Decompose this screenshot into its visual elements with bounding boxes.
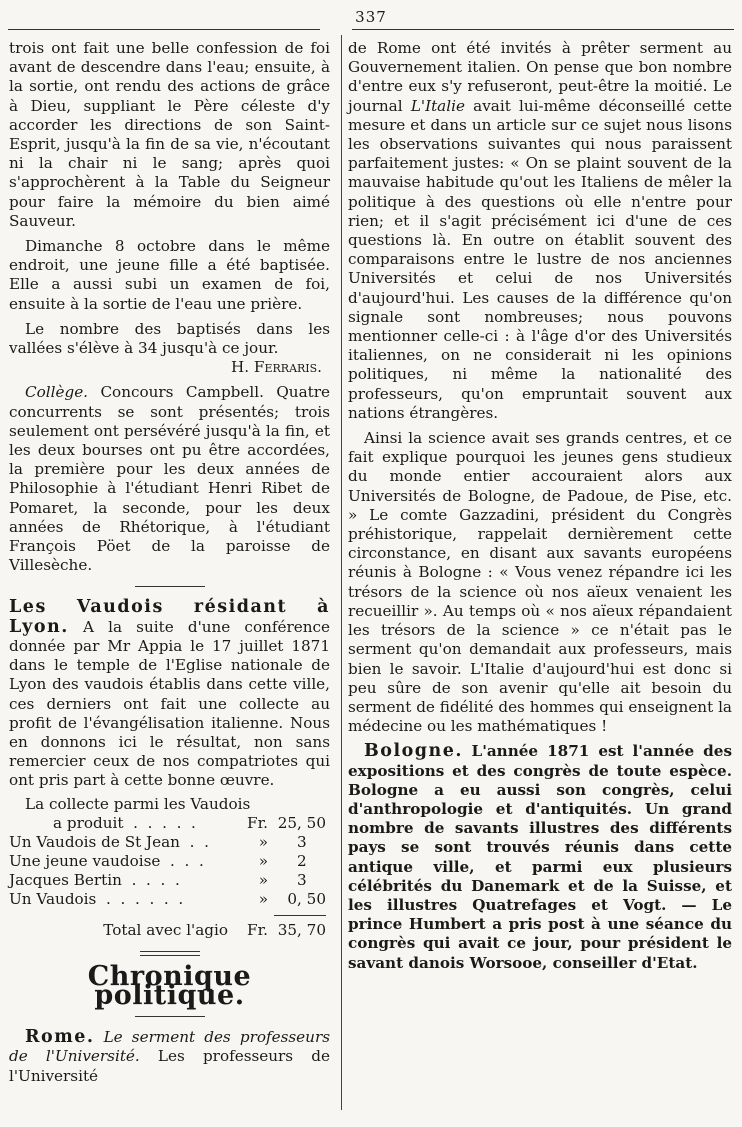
- table-row: Un Vaudois de St Jean . . » 3: [9, 832, 326, 851]
- journal-name: L'Italie: [410, 96, 465, 115]
- rome-heading: Rome.: [25, 1027, 95, 1048]
- rome-paragraph: [9, 1028, 330, 1086]
- baptism-paragraph: trois ont fait une belle confession de foi avant de descendre dans l'eau; ensuite, à la sortie, ont rendu des actions de grâce à Dieu, suppliant le Père céleste d'y accorder les directions de son Saint-Esprit, jusqu'à la fin de sa vie, n'écoutant ni la chair ni le sang; après quoi s'approchèrent à la Table du Seigneur pour faire la mémoire du bien aimé Sauveur.: [9, 39, 330, 230]
- college-paragraph: [9, 383, 330, 575]
- section-separator: [135, 586, 205, 587]
- rome-continued-paragraph: de Rome ont été invités à prêter serment au Gouvernement italien. On pense que bon nombre d'entre eux s'y refuseront, peut-être la moitié. Le journal L'Italie avait lui-même déconseillé cette mesure et dans un article sur ce sujet nous lisons les observations suivantes qui nous paraissent parfaitement justes: « On se plaint souvent de la mauvaise habitude qu'out les Italiens de mêler la politique à des questions où elle n'entre pour rien; et il s'agit précisément ici d'une de ces questions là. En outre on établit souvent des comparaisons entre le lustre de nos anciennes Universités et celui de nos Universités d'aujourd'hui. Les causes de la différence qu'on signale sont nombreuses; nous pouvons mentionner celle-ci : à l'âge d'or des Universités italiennes, on ne considerait ni les opinions politiques, ni même la nationalité des professeurs, qu'on empruntait souvent aux nations étrangères.: [348, 39, 733, 422]
- title-separator: [135, 1016, 205, 1017]
- header-rule-left: [8, 29, 320, 30]
- header-rule-right: [352, 29, 734, 30]
- bologne-heading: Bologne.: [364, 741, 463, 762]
- page-number: 337: [355, 8, 387, 26]
- table-row: Une jeune vaudoise . . . » 2: [9, 852, 326, 871]
- rome-italic: Le serment des professeurs de l'Université.: [9, 1028, 330, 1066]
- lyon-heading: Les Vaudois résidant à Lyon.: [9, 597, 330, 637]
- table-row: Jacques Bertin . . . . » 3: [9, 871, 326, 890]
- rome-text: Les professeurs de l'Université: [9, 1047, 330, 1085]
- chronique-title: Chronique politique.: [87, 960, 252, 1012]
- science-paragraph: Ainsi la science avait ses grands centres, et ce fait explique pourquoi les jeunes gens studieux du monde entier accouraient alors aux Universités de Bologne, de Padoue, de Pise, etc. » Le comte Gazzadini, président du Congrès préhistorique, rappelait dernièrement cette circonstance, en disant aux savants européens réunis à Bologne : « Vous venez répandre ici les trésors de la science où nos aïeux venaient les recueillir ». Au temps où « nos aïeux répandaient les trésors de la science » ce n'était pas le serment qu'on demandait aux professeurs, mais bien le savoir. L'Italie d'aujourd'hui est donc si peu sûre de son avenir qu'elle ait besoin du serment de fidélité des hommes qui enseignent la médecine ou les mathématiques !: [348, 429, 732, 736]
- lyon-paragraph: [9, 598, 330, 790]
- college-text: Concours Campbell. Quatre concurrents se sont présentés; trois seulement ont persévéré jusqu'à la fin, et les deux bourses ont pu être accordées, la première pour les deux années de Philosophie à l'étudiant Henri Ribet de Pomaret, la seconde, pour les deux années de Rhétorique, à l'étudiant François Pöet de la paroisse de Villesèche.: [9, 383, 330, 575]
- collection-title: La collecte parmi les Vaudois: [25, 794, 251, 813]
- count-paragraph: Le nombre des baptisés dans les vallées s'élève à 34 jusqu'à ce jour.: [9, 319, 330, 358]
- bologne-text: L'année 1871 est l'année des expositions et des congrès de toute espèce. Bologne a eu aussi son congrès, celui d'anthropologie et d'antiquités. Un grand nombre de savants illustres des différents pays se sont trouvés réunis dans cette antique ville, et parmi eux plusieurs célébrités du Danemark et de la Suisse, et les illustres Quatrefages et Vogt. — Le prince Humbert a pris post à une séance du congrès qui avait ce jour, pour président le savant danois Worsooe, conseiller d'Etat.: [348, 742, 733, 972]
- sum-rule: [274, 915, 326, 916]
- left-column: [9, 39, 330, 1086]
- column-divider: [341, 35, 342, 1110]
- table-row: Un Vaudois . . . . . . » 0, 50: [9, 890, 326, 909]
- sunday-paragraph: Dimanche 8 octobre dans le même endroit, une jeune fille a été baptisée. Elle a aussi subi un examen de foi, ensuite à la sortie de l'eau une prière.: [9, 237, 330, 313]
- collection-table: [9, 795, 330, 940]
- college-label: Collège.: [25, 383, 89, 402]
- section-separator: [140, 951, 200, 956]
- bologne-paragraph: [348, 742, 732, 972]
- signature: H. Ferraris.: [231, 358, 322, 377]
- table-row: a produit . . . . . Fr. 25, 50: [53, 813, 326, 832]
- total-row: Total avec l'agio Fr. 35, 70: [103, 920, 326, 939]
- right-column: [348, 39, 732, 973]
- lyon-text: A la suite d'une conférence donnée par Mr Appia le 17 juillet 1871 dans le temple de l'Eglise nationale de Lyon des vaudois établis dans cette ville, ces derniers ont fait une collecte au profit de l'évangélisation italienne. Nous en donnons ici le résultat, non sans remercier ceux de nos compatriotes qui ont pris part à cette bonne œuvre.: [9, 617, 331, 790]
